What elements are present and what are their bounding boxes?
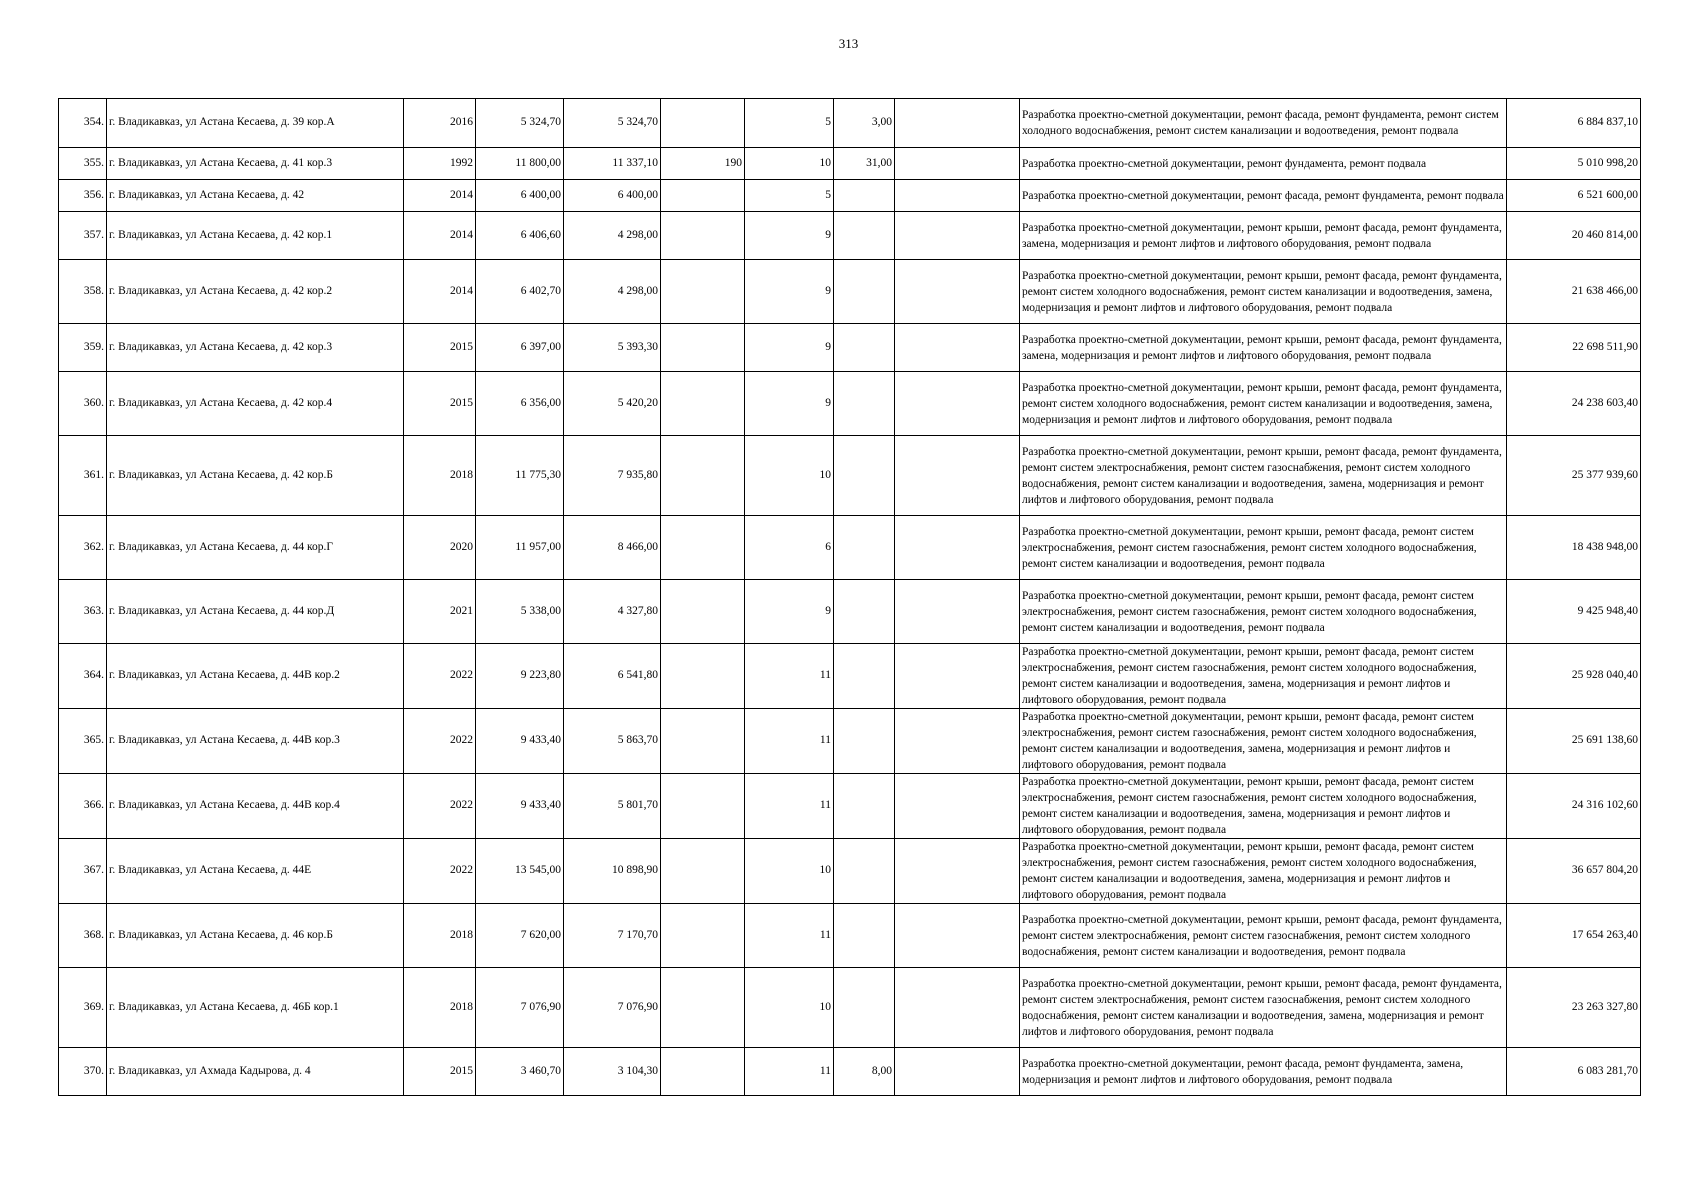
column-8-cell xyxy=(834,260,895,324)
year-cell: 1992 xyxy=(404,148,476,180)
floors-cell: 5 xyxy=(745,180,834,212)
table-row xyxy=(59,839,1641,904)
row-number-cell: 369. xyxy=(59,968,107,1048)
year-cell: 2014 xyxy=(404,180,476,212)
address-cell: г. Владикавказ, ул Астана Кесаева, д. 42 кор.2 xyxy=(107,260,404,324)
column-6-cell xyxy=(661,904,745,968)
floors-cell: 10 xyxy=(745,839,834,904)
table-row xyxy=(59,99,1641,148)
column-9-cell xyxy=(895,180,1020,212)
year-cell: 2015 xyxy=(404,1048,476,1096)
column-8-cell: 3,00 xyxy=(834,99,895,148)
table-row xyxy=(59,968,1641,1048)
cost-cell: 25 377 939,60 xyxy=(1507,436,1641,516)
works-cell: Разработка проектно-сметной документации, ремонт крыши, ремонт фасада, ремонт фундамента, ремонт систем электроснабжения, ремонт систем газоснабжения, ремонт систем холодного водоснабжения, ремонт систем канализации и водоотведения, замена, модернизация и ремонт лифтов и лифтового оборудования, ремонт подвала xyxy=(1020,968,1507,1048)
column-6-cell: 190 xyxy=(661,148,745,180)
column-8-cell xyxy=(834,904,895,968)
page-number: 313 xyxy=(838,36,859,51)
living-area-cell: 5 420,20 xyxy=(564,372,661,436)
living-area-cell: 5 863,70 xyxy=(564,709,661,774)
cost-cell: 6 884 837,10 xyxy=(1507,99,1641,148)
cost-cell: 25 928 040,40 xyxy=(1507,644,1641,709)
column-9-cell xyxy=(895,324,1020,372)
table-row xyxy=(59,1048,1641,1096)
address-cell: г. Владикавказ, ул Астана Кесаева, д. 44В кор.4 xyxy=(107,774,404,839)
address-cell: г. Владикавказ, ул Астана Кесаева, д. 42 кор.4 xyxy=(107,372,404,436)
total-area-cell: 5 324,70 xyxy=(476,99,564,148)
living-area-cell: 10 898,90 xyxy=(564,839,661,904)
address-cell: г. Владикавказ, ул Астана Кесаева, д. 44 кор.Д xyxy=(107,580,404,644)
row-number-cell: 370. xyxy=(59,1048,107,1096)
works-cell: Разработка проектно-сметной документации, ремонт крыши, ремонт фасада, ремонт фундамента, ремонт систем электроснабжения, ремонт систем газоснабжения, ремонт систем холодного водоснабжения, ремонт систем канализации и водоотведения, ремонт подвала xyxy=(1020,904,1507,968)
works-cell: Разработка проектно-сметной документации, ремонт крыши, ремонт фасада, ремонт систем электроснабжения, ремонт систем газоснабжения, ремонт систем холодного водоснабжения, ремонт систем канализации и водоотведения, замена, модернизация и ремонт лифтов и лифтового оборудования, ремонт подвала xyxy=(1020,839,1507,904)
living-area-cell: 3 104,30 xyxy=(564,1048,661,1096)
column-9-cell xyxy=(895,1048,1020,1096)
column-8-cell xyxy=(834,968,895,1048)
year-cell: 2018 xyxy=(404,904,476,968)
column-6-cell xyxy=(661,212,745,260)
floors-cell: 9 xyxy=(745,372,834,436)
row-number-cell: 365. xyxy=(59,709,107,774)
living-area-cell: 4 298,00 xyxy=(564,260,661,324)
total-area-cell: 9 223,80 xyxy=(476,644,564,709)
column-9-cell xyxy=(895,839,1020,904)
table-row xyxy=(59,324,1641,372)
living-area-cell: 7 935,80 xyxy=(564,436,661,516)
cost-cell: 6 083 281,70 xyxy=(1507,1048,1641,1096)
year-cell: 2015 xyxy=(404,372,476,436)
address-cell: г. Владикавказ, ул Астана Кесаева, д. 44В кор.3 xyxy=(107,709,404,774)
living-area-cell: 7 076,90 xyxy=(564,968,661,1048)
total-area-cell: 6 400,00 xyxy=(476,180,564,212)
cost-cell: 20 460 814,00 xyxy=(1507,212,1641,260)
column-6-cell xyxy=(661,324,745,372)
table-row xyxy=(59,148,1641,180)
table-row xyxy=(59,436,1641,516)
column-6-cell xyxy=(661,372,745,436)
cost-cell: 22 698 511,90 xyxy=(1507,324,1641,372)
column-6-cell xyxy=(661,580,745,644)
column-9-cell xyxy=(895,968,1020,1048)
works-cell: Разработка проектно-сметной документации, ремонт крыши, ремонт фасада, ремонт систем электроснабжения, ремонт систем газоснабжения, ремонт систем холодного водоснабжения, ремонт систем канализации и водоотведения, замена, модернизация и ремонт лифтов и лифтового оборудования, ремонт подвала xyxy=(1020,644,1507,709)
total-area-cell: 7 620,00 xyxy=(476,904,564,968)
year-cell: 2022 xyxy=(404,709,476,774)
living-area-cell: 6 400,00 xyxy=(564,180,661,212)
row-number-cell: 355. xyxy=(59,148,107,180)
year-cell: 2021 xyxy=(404,580,476,644)
row-number-cell: 361. xyxy=(59,436,107,516)
column-6-cell xyxy=(661,99,745,148)
cost-cell: 24 238 603,40 xyxy=(1507,372,1641,436)
total-area-cell: 6 406,60 xyxy=(476,212,564,260)
table-row xyxy=(59,260,1641,324)
address-cell: г. Владикавказ, ул Астана Кесаева, д. 39 кор.А xyxy=(107,99,404,148)
works-cell: Разработка проектно-сметной документации, ремонт фундамента, ремонт подвала xyxy=(1020,148,1507,180)
floors-cell: 9 xyxy=(745,324,834,372)
table-row xyxy=(59,774,1641,839)
cost-cell: 23 263 327,80 xyxy=(1507,968,1641,1048)
column-6-cell xyxy=(661,839,745,904)
living-area-cell: 5 801,70 xyxy=(564,774,661,839)
column-8-cell xyxy=(834,372,895,436)
year-cell: 2014 xyxy=(404,260,476,324)
works-cell: Разработка проектно-сметной документации, ремонт крыши, ремонт фасада, ремонт систем электроснабжения, ремонт систем газоснабжения, ремонт систем холодного водоснабжения, ремонт систем канализации и водоотведения, ремонт подвала xyxy=(1020,516,1507,580)
column-6-cell xyxy=(661,260,745,324)
column-9-cell xyxy=(895,260,1020,324)
floors-cell: 11 xyxy=(745,644,834,709)
cost-cell: 18 438 948,00 xyxy=(1507,516,1641,580)
row-number-cell: 368. xyxy=(59,904,107,968)
table-row xyxy=(59,180,1641,212)
column-8-cell xyxy=(834,212,895,260)
cost-cell: 6 521 600,00 xyxy=(1507,180,1641,212)
row-number-cell: 363. xyxy=(59,580,107,644)
living-area-cell: 6 541,80 xyxy=(564,644,661,709)
year-cell: 2018 xyxy=(404,968,476,1048)
living-area-cell: 5 324,70 xyxy=(564,99,661,148)
column-8-cell: 31,00 xyxy=(834,148,895,180)
table-body xyxy=(59,99,1641,1096)
works-cell: Разработка проектно-сметной документации, ремонт фасада, ремонт фундамента, замена, модернизация и ремонт лифтов и лифтового оборудования, ремонт подвала xyxy=(1020,1048,1507,1096)
floors-cell: 5 xyxy=(745,99,834,148)
column-8-cell xyxy=(834,436,895,516)
column-9-cell xyxy=(895,212,1020,260)
floors-cell: 11 xyxy=(745,904,834,968)
column-9-cell xyxy=(895,774,1020,839)
total-area-cell: 7 076,90 xyxy=(476,968,564,1048)
total-area-cell: 6 356,00 xyxy=(476,372,564,436)
housing-repair-table xyxy=(58,98,1641,1096)
table-row xyxy=(59,644,1641,709)
works-cell: Разработка проектно-сметной документации, ремонт крыши, ремонт фасада, ремонт фундамента, ремонт систем холодного водоснабжения, ремонт систем канализации и водоотведения, замена, модернизация и ремонт лифтов и лифтового оборудования, ремонт подвала xyxy=(1020,260,1507,324)
row-number-cell: 362. xyxy=(59,516,107,580)
row-number-cell: 364. xyxy=(59,644,107,709)
address-cell: г. Владикавказ, ул Астана Кесаева, д. 42 xyxy=(107,180,404,212)
floors-cell: 9 xyxy=(745,260,834,324)
cost-cell: 25 691 138,60 xyxy=(1507,709,1641,774)
address-cell: г. Владикавказ, ул Астана Кесаева, д. 44Е xyxy=(107,839,404,904)
total-area-cell: 9 433,40 xyxy=(476,709,564,774)
column-8-cell xyxy=(834,839,895,904)
floors-cell: 10 xyxy=(745,436,834,516)
row-number-cell: 358. xyxy=(59,260,107,324)
cost-cell: 24 316 102,60 xyxy=(1507,774,1641,839)
total-area-cell: 3 460,70 xyxy=(476,1048,564,1096)
column-9-cell xyxy=(895,148,1020,180)
address-cell: г. Владикавказ, ул Астана Кесаева, д. 44 кор.Г xyxy=(107,516,404,580)
column-9-cell xyxy=(895,644,1020,709)
floors-cell: 11 xyxy=(745,709,834,774)
column-9-cell xyxy=(895,516,1020,580)
total-area-cell: 13 545,00 xyxy=(476,839,564,904)
floors-cell: 6 xyxy=(745,516,834,580)
address-cell: г. Владикавказ, ул Астана Кесаева, д. 42 кор.Б xyxy=(107,436,404,516)
total-area-cell: 11 800,00 xyxy=(476,148,564,180)
address-cell: г. Владикавказ, ул Астана Кесаева, д. 42 кор.1 xyxy=(107,212,404,260)
floors-cell: 11 xyxy=(745,774,834,839)
total-area-cell: 6 397,00 xyxy=(476,324,564,372)
column-8-cell xyxy=(834,580,895,644)
column-9-cell xyxy=(895,372,1020,436)
column-8-cell: 8,00 xyxy=(834,1048,895,1096)
cost-cell: 21 638 466,00 xyxy=(1507,260,1641,324)
row-number-cell: 366. xyxy=(59,774,107,839)
year-cell: 2022 xyxy=(404,774,476,839)
column-6-cell xyxy=(661,436,745,516)
total-area-cell: 5 338,00 xyxy=(476,580,564,644)
cost-cell: 36 657 804,20 xyxy=(1507,839,1641,904)
column-8-cell xyxy=(834,180,895,212)
living-area-cell: 8 466,00 xyxy=(564,516,661,580)
living-area-cell: 4 298,00 xyxy=(564,212,661,260)
floors-cell: 11 xyxy=(745,1048,834,1096)
cost-cell: 17 654 263,40 xyxy=(1507,904,1641,968)
cost-cell: 9 425 948,40 xyxy=(1507,580,1641,644)
year-cell: 2014 xyxy=(404,212,476,260)
row-number-cell: 359. xyxy=(59,324,107,372)
column-6-cell xyxy=(661,709,745,774)
works-cell: Разработка проектно-сметной документации, ремонт крыши, ремонт фасада, ремонт фундамента, замена, модернизация и ремонт лифтов и лифтового оборудования, ремонт подвала xyxy=(1020,212,1507,260)
row-number-cell: 356. xyxy=(59,180,107,212)
table-row xyxy=(59,709,1641,774)
column-9-cell xyxy=(895,709,1020,774)
column-6-cell xyxy=(661,180,745,212)
year-cell: 2020 xyxy=(404,516,476,580)
row-number-cell: 357. xyxy=(59,212,107,260)
total-area-cell: 11 775,30 xyxy=(476,436,564,516)
table-row xyxy=(59,904,1641,968)
column-9-cell xyxy=(895,99,1020,148)
floors-cell: 9 xyxy=(745,580,834,644)
table-row xyxy=(59,212,1641,260)
table-row xyxy=(59,516,1641,580)
column-6-cell xyxy=(661,516,745,580)
year-cell: 2016 xyxy=(404,99,476,148)
address-cell: г. Владикавказ, ул Ахмада Кадырова, д. 4 xyxy=(107,1048,404,1096)
row-number-cell: 360. xyxy=(59,372,107,436)
table-row xyxy=(59,580,1641,644)
column-9-cell xyxy=(895,436,1020,516)
column-6-cell xyxy=(661,774,745,839)
living-area-cell: 11 337,10 xyxy=(564,148,661,180)
column-9-cell xyxy=(895,580,1020,644)
floors-cell: 9 xyxy=(745,212,834,260)
works-cell: Разработка проектно-сметной документации, ремонт крыши, ремонт фасада, ремонт систем электроснабжения, ремонт систем газоснабжения, ремонт систем холодного водоснабжения, ремонт систем канализации и водоотведения, ремонт подвала xyxy=(1020,580,1507,644)
living-area-cell: 4 327,80 xyxy=(564,580,661,644)
works-cell: Разработка проектно-сметной документации, ремонт крыши, ремонт фасада, ремонт фундамента, замена, модернизация и ремонт лифтов и лифтового оборудования, ремонт подвала xyxy=(1020,324,1507,372)
total-area-cell: 11 957,00 xyxy=(476,516,564,580)
column-8-cell xyxy=(834,516,895,580)
column-8-cell xyxy=(834,709,895,774)
year-cell: 2018 xyxy=(404,436,476,516)
column-9-cell xyxy=(895,904,1020,968)
column-8-cell xyxy=(834,324,895,372)
works-cell: Разработка проектно-сметной документации, ремонт фасада, ремонт фундамента, ремонт систем холодного водоснабжения, ремонт систем канализации и водоотведения, ремонт подвала xyxy=(1020,99,1507,148)
address-cell: г. Владикавказ, ул Астана Кесаева, д. 44В кор.2 xyxy=(107,644,404,709)
column-6-cell xyxy=(661,968,745,1048)
works-cell: Разработка проектно-сметной документации, ремонт крыши, ремонт фасада, ремонт систем электроснабжения, ремонт систем газоснабжения, ремонт систем холодного водоснабжения, ремонт систем канализации и водоотведения, замена, модернизация и ремонт лифтов и лифтового оборудования, ремонт подвала xyxy=(1020,709,1507,774)
floors-cell: 10 xyxy=(745,148,834,180)
total-area-cell: 6 402,70 xyxy=(476,260,564,324)
living-area-cell: 5 393,30 xyxy=(564,324,661,372)
year-cell: 2022 xyxy=(404,644,476,709)
living-area-cell: 7 170,70 xyxy=(564,904,661,968)
row-number-cell: 354. xyxy=(59,99,107,148)
year-cell: 2015 xyxy=(404,324,476,372)
address-cell: г. Владикавказ, ул Астана Кесаева, д. 42 кор.3 xyxy=(107,324,404,372)
column-6-cell xyxy=(661,1048,745,1096)
column-8-cell xyxy=(834,774,895,839)
address-cell: г. Владикавказ, ул Астана Кесаева, д. 46 кор.Б xyxy=(107,904,404,968)
row-number-cell: 367. xyxy=(59,839,107,904)
works-cell: Разработка проектно-сметной документации, ремонт крыши, ремонт фасада, ремонт систем электроснабжения, ремонт систем газоснабжения, ремонт систем холодного водоснабжения, ремонт систем канализации и водоотведения, замена, модернизация и ремонт лифтов и лифтового оборудования, ремонт подвала xyxy=(1020,774,1507,839)
floors-cell: 10 xyxy=(745,968,834,1048)
works-cell: Разработка проектно-сметной документации, ремонт крыши, ремонт фасада, ремонт фундамента, ремонт систем холодного водоснабжения, ремонт систем канализации и водоотведения, замена, модернизация и ремонт лифтов и лифтового оборудования, ремонт подвала xyxy=(1020,372,1507,436)
year-cell: 2022 xyxy=(404,839,476,904)
address-cell: г. Владикавказ, ул Астана Кесаева, д. 41 кор.3 xyxy=(107,148,404,180)
column-8-cell xyxy=(834,644,895,709)
address-cell: г. Владикавказ, ул Астана Кесаева, д. 46Б кор.1 xyxy=(107,968,404,1048)
works-cell: Разработка проектно-сметной документации, ремонт фасада, ремонт фундамента, ремонт подвала xyxy=(1020,180,1507,212)
cost-cell: 5 010 998,20 xyxy=(1507,148,1641,180)
works-cell: Разработка проектно-сметной документации, ремонт крыши, ремонт фасада, ремонт фундамента, ремонт систем электроснабжения, ремонт систем газоснабжения, ремонт систем холодного водоснабжения, ремонт систем канализации и водоотведения, замена, модернизация и ремонт лифтов и лифтового оборудования, ремонт подвала xyxy=(1020,436,1507,516)
total-area-cell: 9 433,40 xyxy=(476,774,564,839)
table-row xyxy=(59,372,1641,436)
column-6-cell xyxy=(661,644,745,709)
